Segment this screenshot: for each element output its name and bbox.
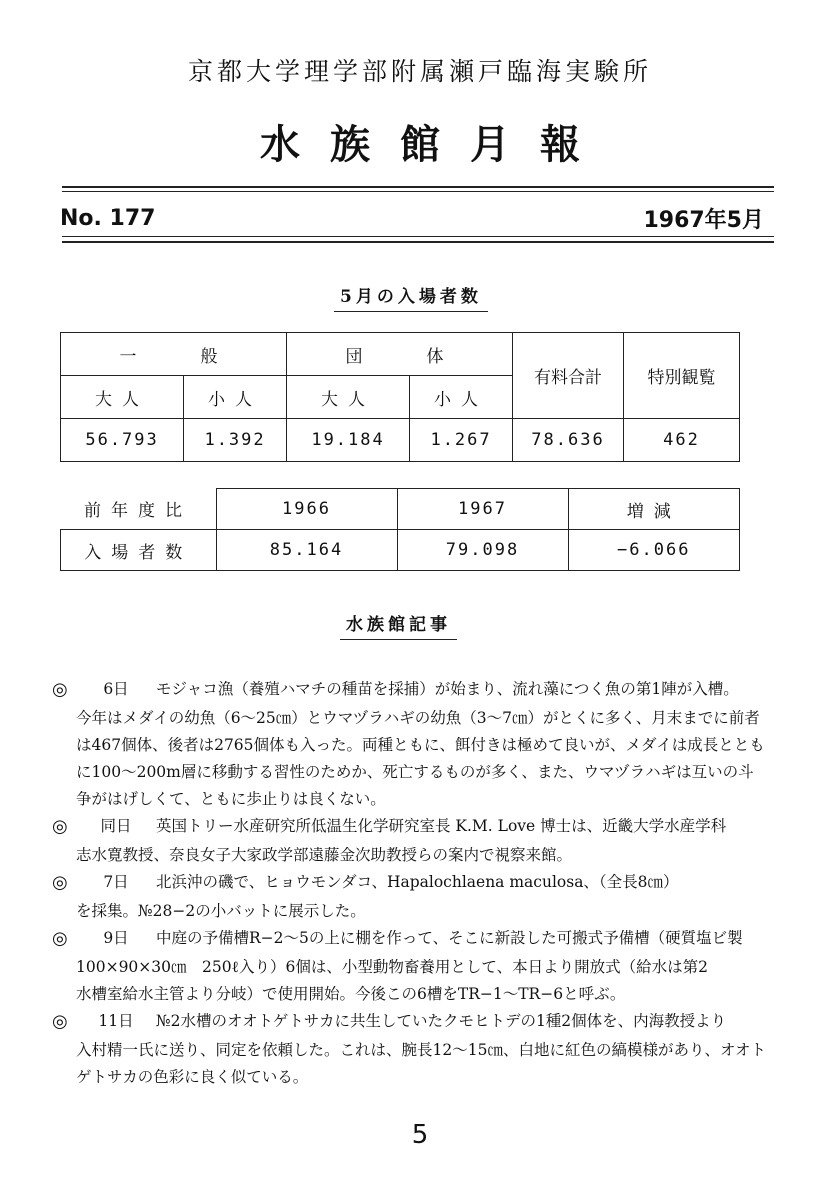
year-1967-header: 1967: [397, 489, 568, 530]
entry-line: を採集。№28−2の小バットに展示した。: [76, 902, 366, 920]
list-item: [52, 869, 792, 896]
visitors-change: −6.066: [568, 530, 740, 571]
header-group-adult: 大人: [286, 376, 409, 419]
entry-continuation: [52, 842, 792, 869]
entry-day: 同日: [100, 817, 132, 835]
articles-heading: 水族館記事: [340, 610, 457, 640]
visitors-label: 入場者数: [61, 530, 217, 571]
entry-line: 水槽室給水主管より分岐）で使用開始。今後この6槽をTR−1〜TR−6と呼ぶ。: [76, 985, 626, 1003]
bullet-mark: ◎: [52, 872, 68, 893]
value-general-adult: 56.793: [61, 419, 184, 462]
entry-text: [156, 869, 792, 896]
bullet-mark: ◎: [52, 1011, 68, 1032]
comparison-label: 前年度比: [61, 489, 217, 530]
entry-text: [156, 813, 792, 840]
comparison-table: [60, 488, 740, 571]
header-general-child: 小人: [184, 376, 287, 419]
page-number: 5: [411, 1120, 429, 1150]
visitors-1966: 85.164: [216, 530, 397, 571]
article-list: [52, 676, 792, 1091]
bullet-mark: ◎: [52, 928, 68, 949]
entry-continuation: [52, 705, 792, 813]
entry-continuation: [52, 954, 792, 1008]
entry-line: は467個体、後者は2765個体も入った。両種ともに、餌付きは極めて良いが、メダイは成長ととも: [76, 736, 765, 754]
entry-line: 争がはげしくて、ともに歩止りは良くない。: [76, 790, 386, 808]
list-item: [52, 676, 792, 703]
header-rule-bottom-2: [62, 241, 774, 243]
attendance-table: [60, 332, 740, 462]
header-special: 特別観覧: [624, 333, 740, 419]
entry-line: 今年はメダイの幼魚（6〜25㎝）とウマヅラハギの幼魚（3〜7㎝）がとくに多く、月末までに前者: [76, 709, 760, 727]
entry-day: 11日: [98, 1012, 134, 1030]
year-1966-header: 1966: [216, 489, 397, 530]
value-special: 462: [624, 419, 740, 462]
issue-date: 1967年5月: [643, 208, 764, 233]
header-group-child: 小人: [410, 376, 513, 419]
value-group-child: 1.267: [410, 419, 513, 462]
bulletin-title: 水族館月報: [260, 121, 610, 168]
visitors-1967: 79.098: [397, 530, 568, 571]
value-paid-total: 78.636: [513, 419, 624, 462]
entry-text: [156, 1008, 792, 1035]
entry-continuation: [52, 898, 792, 925]
entry-day: 7日: [103, 873, 129, 891]
header-general-adult: 大人: [61, 376, 184, 419]
entry-text: [156, 676, 792, 703]
bullet-mark: ◎: [52, 679, 68, 700]
attendance-heading: 5月の入場者数: [334, 282, 488, 312]
change-header: 増減: [568, 489, 740, 530]
bullet-mark: ◎: [52, 816, 68, 837]
header-group: 団 体: [286, 333, 512, 376]
entry-line: №2水槽のオオトゲトサカに共生していたクモヒトデの1種2個体を、内海教授より: [156, 1012, 727, 1030]
entry-line: 志水寛教授、奈良女子大家政学部遠藤金次助教授らの案内で視察来館。: [76, 846, 573, 864]
list-item: [52, 925, 792, 952]
list-item: [52, 1008, 792, 1035]
entry-line: モジャコ漁（養殖ハマチの種苗を採捕）が始まり、流れ藻につく魚の第1陣が入槽。: [156, 680, 739, 698]
header-rule-top: [62, 186, 774, 188]
entry-text: [156, 925, 792, 952]
header-rule-top-2: [62, 191, 774, 192]
entry-day: 6日: [103, 680, 129, 698]
entry-line: 入村精一氏に送り、同定を依頼した。これは、腕長12〜15㎝、白地に紅色の縞模様があり、オオト: [76, 1041, 766, 1059]
entry-line: 英国トリー水産研究所低温生化学研究室長 K.M. Love 博士は、近畿大学水産学科: [156, 817, 727, 835]
value-general-child: 1.392: [184, 419, 287, 462]
value-group-adult: 19.184: [286, 419, 409, 462]
entry-line: ゲトサカの色彩に良く似ている。: [76, 1068, 309, 1086]
entry-line: に100〜200m層に移動する習性のためか、死亡するものが多く、また、ウマヅラハギは互いの斗: [76, 763, 754, 781]
entry-line: 中庭の予備槽R−2〜5の上に棚を作って、そこに新設した可搬式予備槽（硬質塩ビ製: [156, 929, 743, 947]
institution-name: 京都大学理学部附属瀬戸臨海実験所: [187, 57, 652, 86]
header-rule-bottom: [62, 236, 774, 237]
header-paid-total: 有料合計: [513, 333, 624, 419]
entry-line: 100×90×30㎝ 250ℓ入り）6個は、小型動物畜養用として、本日より開放式（給水は第2: [76, 958, 708, 976]
entry-continuation: [52, 1037, 792, 1091]
table-row: [61, 530, 740, 571]
entry-line: 北浜沖の磯で、ヒョウモンダコ、Hapalochlaena maculosa、（全長8㎝）: [156, 873, 679, 891]
entry-day: 9日: [103, 929, 129, 947]
header-general: 一 般: [61, 333, 287, 376]
table-row: [61, 419, 740, 462]
list-item: [52, 813, 792, 840]
issue-number: No. 177: [60, 206, 156, 231]
